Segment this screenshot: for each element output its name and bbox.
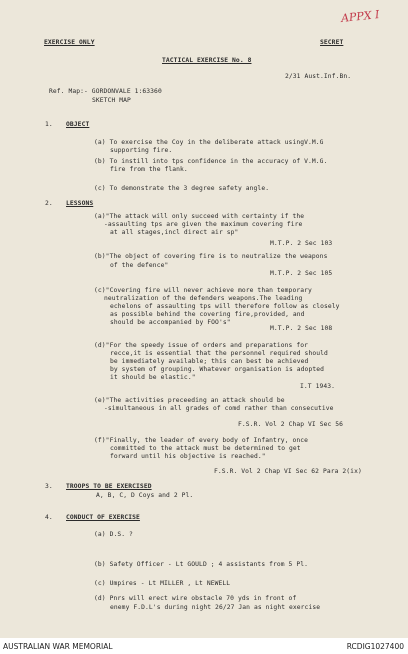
s3-troops: A, B, C, D Coys and 2 Pl. bbox=[96, 492, 194, 499]
s2-b-line1: (b)"The object of covering fire is to neutralize the weapons bbox=[94, 253, 328, 260]
s2-f-citation: F.S.R. Vol 2 Chap VI Sec 62 Para 2(ix) bbox=[214, 468, 362, 475]
section-1-number: 1. bbox=[45, 121, 53, 128]
s4-b: (b) Safety Officer - Lt GOULD ; 4 assistants from 5 Pl. bbox=[94, 561, 309, 568]
s4-a: (a) D.S. ? bbox=[94, 531, 133, 538]
s4-c: (c) Umpires - Lt MILLER , Lt NEWELL bbox=[94, 580, 231, 587]
s4-d-line1: (d) Pnrs will erect wire obstacle 70 yds in front of bbox=[94, 595, 297, 602]
s1-b-line2: fire from the flank. bbox=[110, 166, 188, 173]
s2-b-line2: of the defence" bbox=[110, 262, 169, 269]
s2-c-line4: as possible behind the covering fire,provided, and bbox=[110, 311, 305, 318]
map-reference-sketch: SKETCH MAP bbox=[92, 97, 131, 104]
s2-c-line5: should be accompanied by FOO's" bbox=[110, 319, 231, 326]
s2-d-line2: recce,it is essential that the personnel required should bbox=[110, 350, 328, 357]
s2-a-citation: M.T.P. 2 Sec 103 bbox=[270, 240, 333, 247]
s2-a-line1: (a)"The attack will only succeed with certainty if the bbox=[94, 213, 305, 220]
s2-d-citation: I.T 1943. bbox=[300, 383, 336, 390]
s2-d-line5: it should be elastic." bbox=[110, 374, 196, 381]
section-2-heading: LESSONS bbox=[66, 200, 94, 207]
s1-b-line1: (b) To instill into tps confidence in the accuracy of V.M.G. bbox=[94, 158, 328, 165]
archive-footer bbox=[0, 638, 408, 654]
section-4-number: 4. bbox=[45, 514, 53, 521]
s2-c-line3: echelons of assaulting tps will therefore follow as closely bbox=[110, 303, 340, 310]
s2-c-citation: M.T.P. 2 Sec 108 bbox=[270, 325, 333, 332]
s2-a-line2: -assaulting tps are given the maximum covering fire bbox=[104, 221, 303, 228]
s2-f-line3: forward until his objective is reached." bbox=[110, 453, 266, 460]
s2-f-line2: committed to the attack must be determined to get bbox=[110, 445, 301, 452]
s2-e-line1: (e)"The activities preceeding an attack should be bbox=[94, 397, 285, 404]
s2-c-line1: (c)"Covering fire will never achieve more than temporary bbox=[94, 287, 312, 294]
s2-f-line1: (f)"Finally, the leader of every body of Infantry, once bbox=[94, 437, 309, 444]
document-title: TACTICAL EXERCISE No. 8 bbox=[162, 57, 252, 64]
s2-b-citation: M.T.P. 2 Sec 105 bbox=[270, 270, 333, 277]
classification-right: SECRET bbox=[320, 39, 344, 46]
s1-a-line2: supporting fire. bbox=[110, 147, 173, 154]
s2-d-line4: by system of grouping. Whatever organisation is adopted bbox=[110, 366, 325, 373]
s2-c-line2: neutralization of the defenders weapons.The leading bbox=[104, 295, 303, 302]
s1-c-line1: (c) To demonstrate the 3 degree safety angle. bbox=[94, 185, 270, 192]
map-reference: Ref. Map:- GORDONVALE 1:63360 bbox=[49, 88, 162, 95]
section-3-heading: TROOPS TO BE EXERCISED bbox=[66, 483, 152, 490]
section-3-number: 3. bbox=[45, 483, 53, 490]
s1-a-line1: (a) To exercise the Coy in the deliberate attack usingV.M.G bbox=[94, 139, 324, 146]
section-1-heading: OBJECT bbox=[66, 121, 90, 128]
section-2-number: 2. bbox=[45, 200, 53, 207]
s2-d-line3: be immediately available; this can best be achieved bbox=[110, 358, 309, 365]
archive-id: RCDIG1027400 bbox=[346, 642, 404, 651]
s2-e-citation: F.S.R. Vol 2 Chap VI Sec 56 bbox=[238, 421, 344, 428]
archive-name: AUSTRALIAN WAR MEMORIAL bbox=[3, 642, 113, 651]
s2-d-line1: (d)"For the speedy issue of orders and preparations for bbox=[94, 342, 309, 349]
handwritten-annotation: APPX I bbox=[340, 8, 380, 25]
s4-d-line2: enemy F.D.L's during night 26/27 Jan as night exercise bbox=[110, 604, 321, 611]
s2-e-line2: -simultaneous in all grades of comd rather than consecutive bbox=[104, 405, 334, 412]
section-4-heading: CONDUCT OF EXERCISE bbox=[66, 514, 140, 521]
s2-a-line3: at all stages,incl direct air sp" bbox=[110, 229, 239, 236]
unit-name: 2/31 Aust.Inf.Bn. bbox=[285, 73, 352, 80]
classification-left: EXERCISE ONLY bbox=[44, 39, 95, 46]
